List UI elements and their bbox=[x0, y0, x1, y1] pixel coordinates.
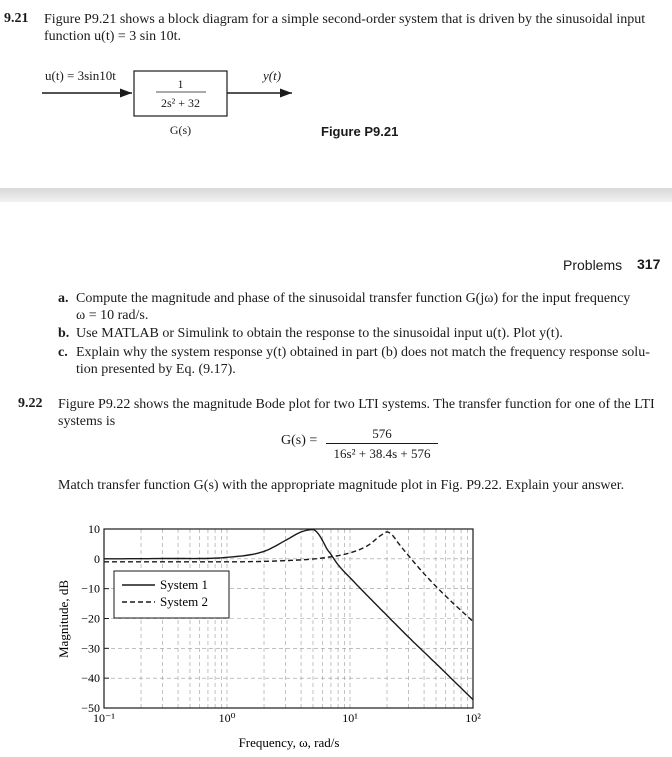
x-tick-labels bbox=[93, 711, 481, 725]
problem-922-match-text: Match transfer function G(s) with the appropriate magnitude plot in Fig. P9.22. Explain your answer. bbox=[58, 478, 625, 493]
sub-item-c-line2: tion presented by Eq. (9.17). bbox=[76, 362, 236, 377]
tf-numerator: 576 bbox=[372, 426, 392, 441]
y-tick-label: 10 bbox=[88, 522, 100, 536]
sub-item-b-line1: Use MATLAB or Simulink to obtain the response to the sinusoidal input u(t). Plot y(t). bbox=[76, 326, 563, 341]
block-denominator: 2s² + 32 bbox=[160, 96, 201, 110]
tf-denominator: 16s² + 38.4s + 576 bbox=[333, 446, 431, 461]
y-tick-label: −10 bbox=[81, 581, 100, 596]
y-tick-label: −50 bbox=[81, 701, 100, 715]
legend-label-system-2: System 2 bbox=[160, 594, 209, 609]
x-tick-label: 10⁻¹ bbox=[93, 711, 115, 725]
y-axis-label: Magnitude, dB bbox=[56, 580, 71, 658]
problem-922-line2: systems is bbox=[58, 414, 116, 429]
problem-921-number: 9.21 bbox=[4, 11, 29, 26]
header-section: Problems bbox=[563, 257, 623, 273]
sub-item-a bbox=[58, 290, 670, 324]
input-label: u(t) = 3sin10t bbox=[45, 68, 116, 83]
problem-922-line1: Figure P9.22 shows the magnitude Bode plot for two LTI systems. The transfer function for one of the LTI bbox=[58, 397, 655, 412]
x-tick-label: 10¹ bbox=[342, 711, 358, 725]
block-numerator: 1 bbox=[177, 77, 184, 91]
x-axis-label: Frequency, ω, rad/s bbox=[238, 735, 340, 750]
x-tick-label: 10⁰ bbox=[218, 711, 236, 725]
tf-fraction-line bbox=[326, 443, 438, 444]
sub-item-b-letter: b. bbox=[58, 326, 70, 341]
sub-item-c-letter: c. bbox=[58, 345, 68, 360]
sub-item-a-line2: ω = 10 rad/s. bbox=[76, 308, 149, 323]
sub-item-a-letter: a. bbox=[58, 291, 69, 306]
tf-lhs: G(s) = bbox=[281, 433, 318, 448]
legend-label-system-1: System 1 bbox=[160, 577, 209, 592]
bode-magnitude-plot bbox=[0, 515, 672, 757]
sub-item-b bbox=[58, 325, 670, 342]
problem-921-line1: Figure P9.21 shows a block diagram for a simple second-order system that is driven by the sinusoidal input bbox=[44, 12, 646, 27]
y-tick-label: −20 bbox=[81, 611, 100, 626]
sub-item-c-line1: Explain why the system response y(t) obtained in part (b) does not match the frequency response solu- bbox=[76, 345, 650, 360]
figure-p921-caption: Figure P9.21 bbox=[321, 124, 399, 139]
y-tick-label: −30 bbox=[81, 641, 100, 656]
y-tick-label: −40 bbox=[81, 671, 100, 686]
sub-item-c bbox=[58, 344, 670, 378]
x-tick-label: 10² bbox=[465, 711, 481, 725]
problem-922-number: 9.22 bbox=[18, 396, 43, 411]
problem-922-text bbox=[58, 396, 670, 430]
y-tick-labels bbox=[81, 522, 109, 715]
block-name: G(s) bbox=[169, 123, 192, 137]
page-break-bar bbox=[0, 188, 672, 202]
problem-921-text bbox=[44, 11, 672, 45]
header-page-number: 317 bbox=[637, 256, 661, 272]
sub-item-a-line1: Compute the magnitude and phase of the sinusoidal transfer function G(jω) for the input frequency bbox=[76, 291, 631, 306]
output-label: y(t) bbox=[263, 68, 282, 83]
problem-921-line2: function u(t) = 3 sin 10t. bbox=[44, 29, 181, 44]
y-tick-label: 0 bbox=[94, 551, 100, 566]
